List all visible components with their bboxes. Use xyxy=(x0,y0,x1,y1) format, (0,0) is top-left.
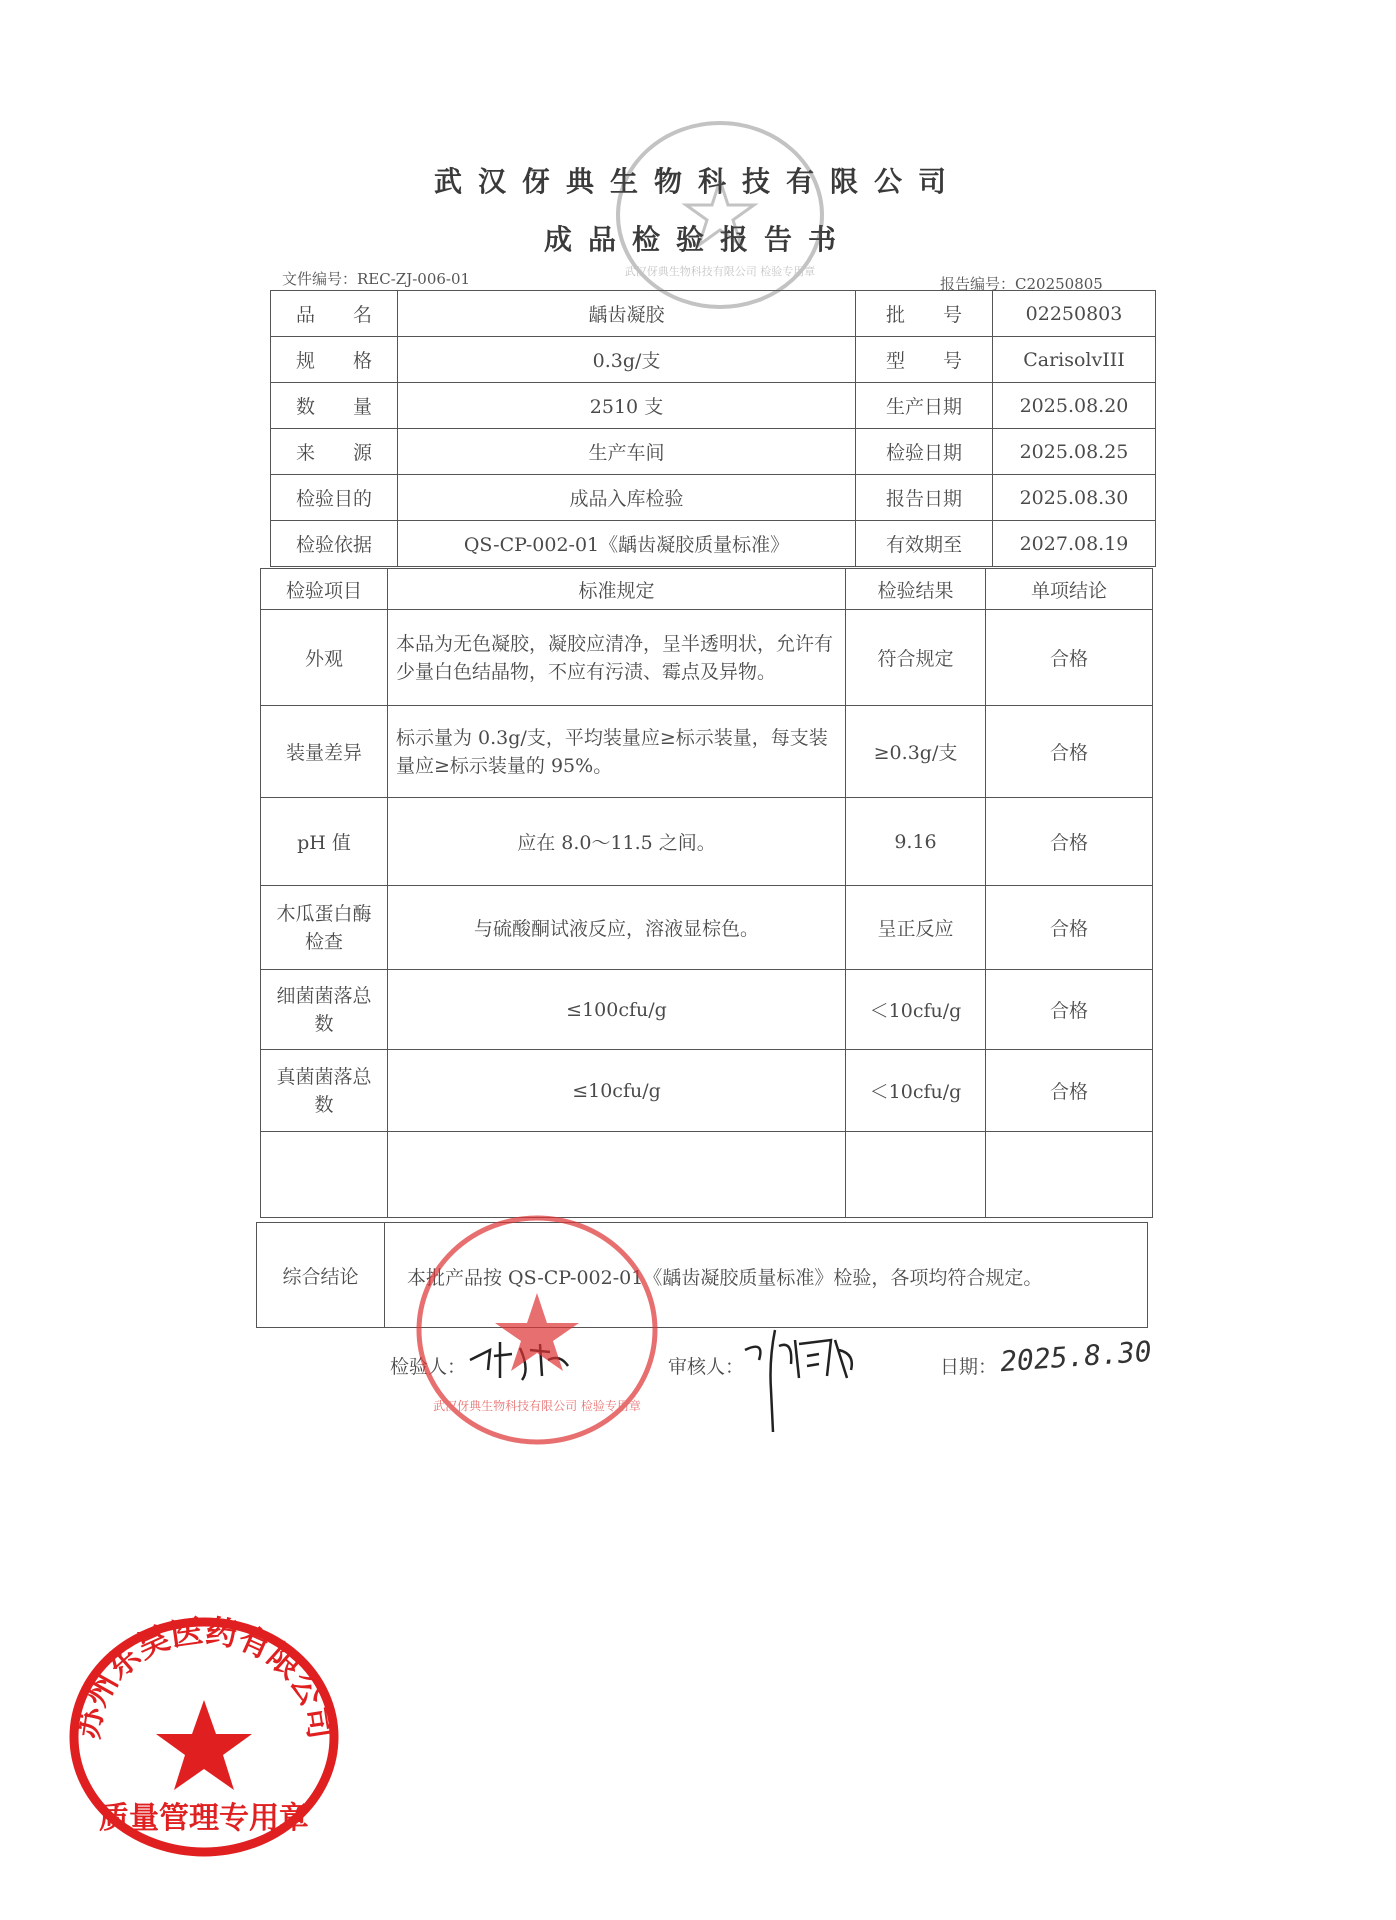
info-value: 2510 支 xyxy=(398,383,856,429)
stamp-text: 武汉伢典生物科技有限公司 检验专用章 xyxy=(624,265,816,278)
info-value: 龋齿凝胶 xyxy=(398,291,856,337)
item-name: 细菌菌落总数 xyxy=(261,970,388,1050)
item-result: ＜10cfu/g xyxy=(846,970,986,1050)
item-conclusion: 合格 xyxy=(986,798,1153,886)
info-value: 02250803 xyxy=(993,291,1156,337)
info-value: 成品入库检验 xyxy=(398,475,856,521)
info-label: 报告日期 xyxy=(856,475,993,521)
item-result: 符合规定 xyxy=(846,610,986,706)
table-row xyxy=(261,970,1153,1050)
item-name: pH 值 xyxy=(261,798,388,886)
info-label: 有效期至 xyxy=(856,521,993,567)
company-inspection-stamp-faint xyxy=(600,110,840,320)
item-standard: ≤100cfu/g xyxy=(388,970,846,1050)
info-label: 检验依据 xyxy=(271,521,398,567)
document-title: 成品检验报告书 xyxy=(543,223,852,256)
item-standard: 标示量为 0.3g/支，平均装量应≥标示装量，每支装量应≥标示装量的 95%。 xyxy=(388,706,846,798)
item-conclusion xyxy=(986,1132,1153,1218)
table-row xyxy=(261,1132,1153,1218)
column-header: 标准规定 xyxy=(388,569,846,610)
table-row xyxy=(261,706,1153,798)
item-name xyxy=(261,1132,388,1218)
item-standard: 与硫酸酮试液反应，溶液显棕色。 xyxy=(388,886,846,970)
info-value: 生产车间 xyxy=(398,429,856,475)
info-label: 数 量 xyxy=(271,383,398,429)
summary-text: 本批产品按 QS-CP-002-01《龋齿凝胶质量标准》检验，各项均符合规定。 xyxy=(407,1267,1043,1289)
company-name: 武汉伢典生物科技有限公司 xyxy=(433,165,962,198)
table-row xyxy=(261,610,1153,706)
info-label: 检验日期 xyxy=(856,429,993,475)
table-header-row xyxy=(261,569,1153,610)
stamp-text: 武汉伢典生物科技有限公司 检验专用章 xyxy=(433,1399,641,1413)
item-result: 9.16 xyxy=(846,798,986,886)
distributor-quality-stamp xyxy=(62,1610,347,1865)
company-inspection-stamp xyxy=(405,1205,670,1455)
info-label: 检验目的 xyxy=(271,475,398,521)
info-value: 2025.08.30 xyxy=(993,475,1156,521)
reviewer-label: 审核人： xyxy=(668,1356,745,1378)
table-row xyxy=(271,337,1156,383)
item-standard: 应在 8.0～11.5 之间。 xyxy=(388,798,846,886)
item-name: 木瓜蛋白酶检查 xyxy=(261,886,388,970)
handwritten-date: 2025.8.30 xyxy=(999,1334,1153,1379)
column-header: 单项结论 xyxy=(986,569,1153,610)
info-label: 批 号 xyxy=(856,291,993,337)
inspector-label: 检验人： xyxy=(390,1356,467,1378)
item-name: 真菌菌落总数 xyxy=(261,1050,388,1132)
info-value: 2027.08.19 xyxy=(993,521,1156,567)
table-row xyxy=(271,383,1156,429)
item-name: 外观 xyxy=(261,610,388,706)
summary-box xyxy=(256,1222,1148,1328)
item-standard: ≤10cfu/g xyxy=(388,1050,846,1132)
item-result: ＜10cfu/g xyxy=(846,1050,986,1132)
item-conclusion: 合格 xyxy=(986,706,1153,798)
item-conclusion: 合格 xyxy=(986,1050,1153,1132)
item-standard: 本品为无色凝胶，凝胶应清净，呈半透明状，允许有少量白色结晶物，不应有污渍、霉点及异物。 xyxy=(388,610,846,706)
info-value: 2025.08.25 xyxy=(993,429,1156,475)
item-result: 呈正反应 xyxy=(846,886,986,970)
reviewer-signature xyxy=(735,1320,875,1440)
report-number: 报告编号：C20250805 xyxy=(940,275,1103,293)
info-label: 型 号 xyxy=(856,337,993,383)
stamp-ring-text: 苏州东昊医药有限公司 xyxy=(67,1611,341,1742)
info-label: 生产日期 xyxy=(856,383,993,429)
item-name: 装量差异 xyxy=(261,706,388,798)
info-label: 品 名 xyxy=(271,291,398,337)
file-number: 文件编号：REC-ZJ-006-01 xyxy=(282,270,471,288)
info-label: 规 格 xyxy=(271,337,398,383)
item-conclusion: 合格 xyxy=(986,970,1153,1050)
info-value: 2025.08.20 xyxy=(993,383,1156,429)
summary-label: 综合结论 xyxy=(257,1223,385,1327)
product-info-table xyxy=(270,290,1156,567)
table-row xyxy=(261,798,1153,886)
stamp-center-text: 质量管理专用章 xyxy=(99,1801,309,1836)
info-value: 0.3g/支 xyxy=(398,337,856,383)
table-row xyxy=(271,475,1156,521)
date-label: 日期： xyxy=(940,1356,998,1378)
column-header: 检验结果 xyxy=(846,569,986,610)
item-conclusion: 合格 xyxy=(986,610,1153,706)
item-conclusion: 合格 xyxy=(986,886,1153,970)
info-value: CarisolvIII xyxy=(993,337,1156,383)
table-row xyxy=(271,429,1156,475)
info-label: 来 源 xyxy=(271,429,398,475)
table-row xyxy=(261,1050,1153,1132)
item-result: ≥0.3g/支 xyxy=(846,706,986,798)
item-result xyxy=(846,1132,986,1218)
table-row xyxy=(261,886,1153,970)
column-header: 检验项目 xyxy=(261,569,388,610)
table-row xyxy=(271,521,1156,567)
info-value: QS-CP-002-01《龋齿凝胶质量标准》 xyxy=(398,521,856,567)
inspection-items-table xyxy=(260,568,1153,1218)
